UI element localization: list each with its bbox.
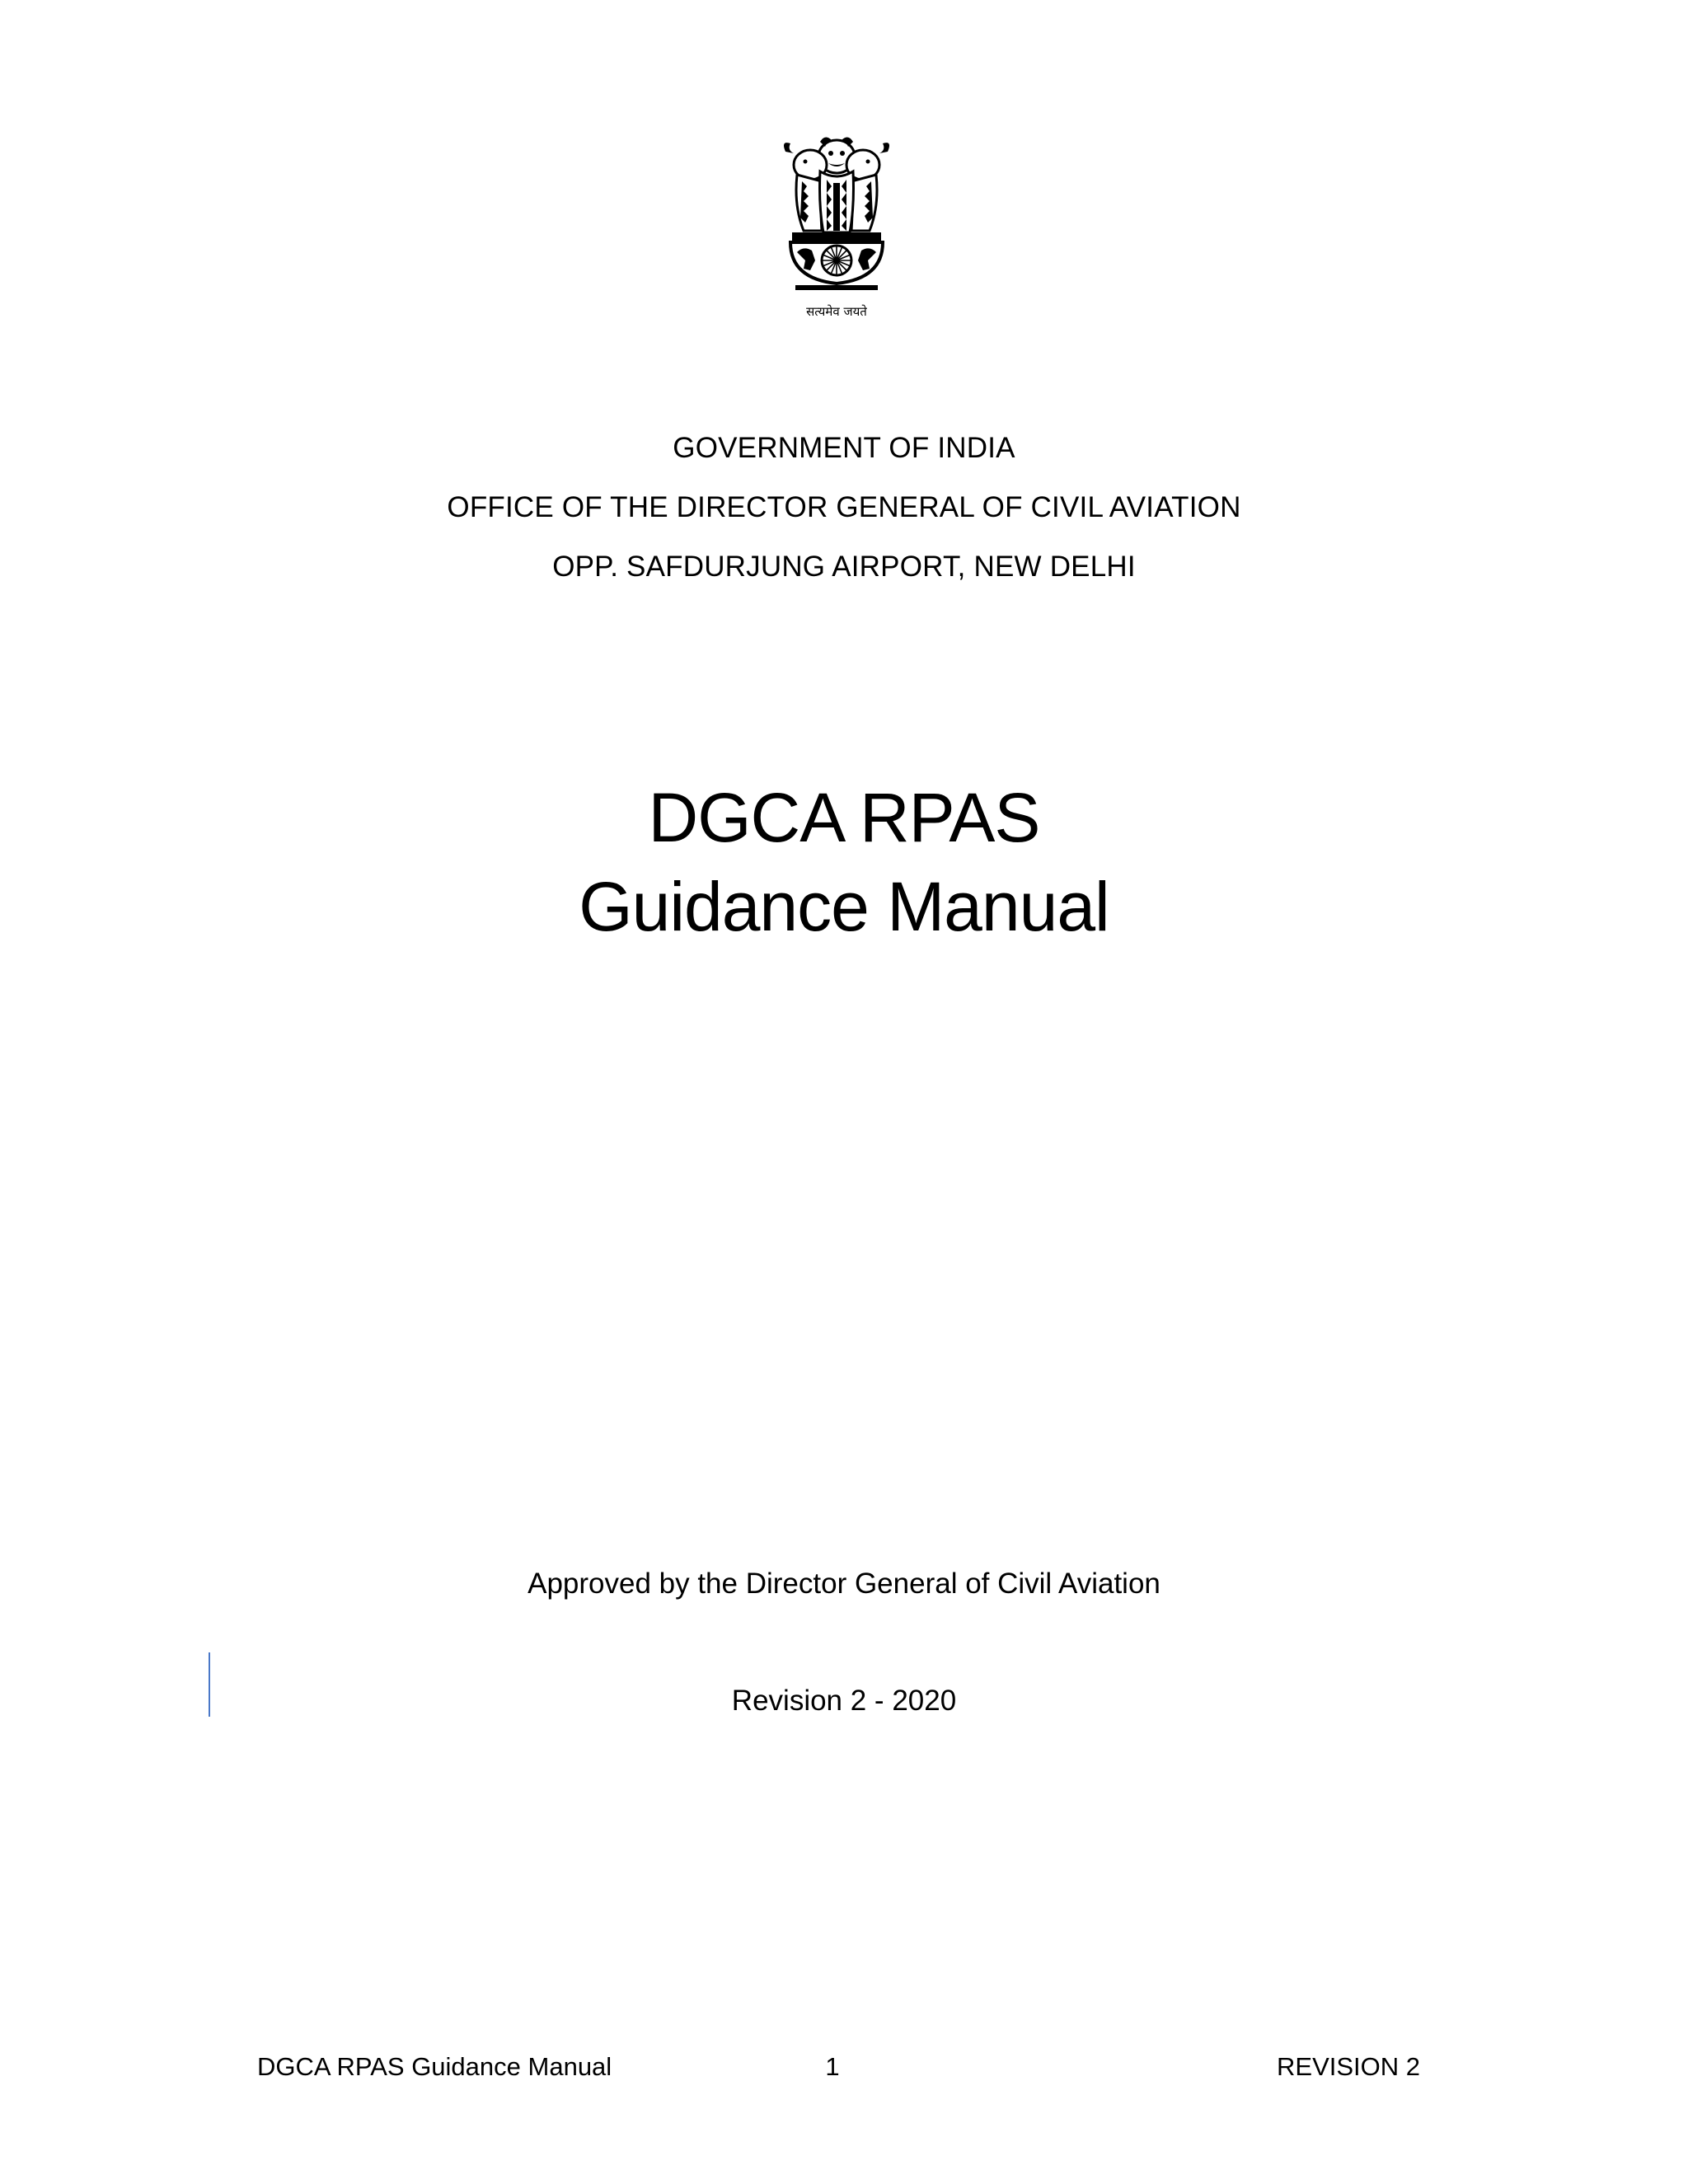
footer-revision: REVISION 2 (1277, 2052, 1420, 2081)
title-line-2: Guidance Manual (579, 868, 1109, 945)
document-title (0, 773, 1688, 951)
emblem-motto: सत्यमेव जयते (806, 304, 867, 319)
revision-label: Revision 2 - 2020 (731, 1685, 957, 1717)
footer-page-number: 1 (825, 2052, 840, 2081)
approval-statement: Approved by the Director General of Civil Aviation (528, 1568, 1160, 1600)
issuing-authority-header (0, 419, 1688, 597)
header-line-address: OPP. SAFDURJUNG AIRPORT, NEW DELHI (552, 551, 1136, 583)
state-emblem-icon (779, 132, 894, 330)
footer-document-name: DGCA RPAS Guidance Manual (257, 2052, 612, 2081)
title-line-1: DGCA RPAS (648, 779, 1040, 856)
header-line-government: GOVERNMENT OF INDIA (673, 432, 1015, 464)
header-line-office: OFFICE OF THE DIRECTOR GENERAL OF CIVIL AVIATION (447, 491, 1241, 523)
